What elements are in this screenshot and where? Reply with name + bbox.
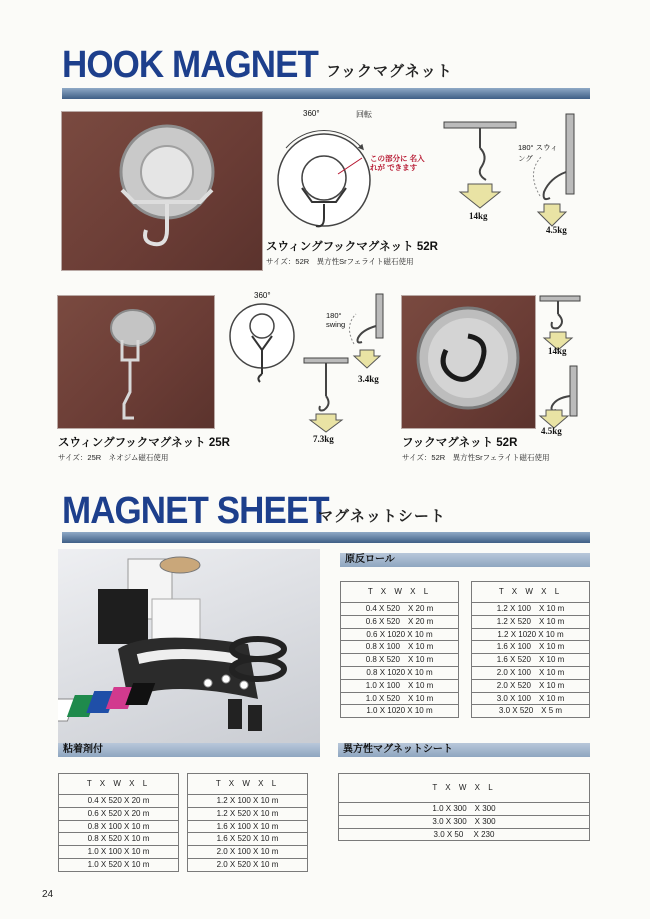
photo-magnet-sheets (58, 549, 320, 745)
table-cell: 2.0 X 100 X 10 m (188, 846, 308, 859)
table-cell: 1.6 X 520 X 10 m (188, 833, 308, 846)
hook-52r-caption: フックマグネット 52R (402, 437, 518, 449)
table-cell: 0.8 X 100 X 10 m (59, 820, 179, 833)
hook-52r-spec: サイズ：52R 異方性Srフェライト磁石使用 (402, 453, 550, 462)
table-cell: 0.4 X 520 X 20 m (59, 795, 179, 808)
adhesive-table-left (58, 773, 179, 872)
roll-left-header: T X W X L (341, 582, 459, 603)
magnet-sheet-title: MAGNET SHEET (62, 490, 329, 532)
anisotropic-header: T X W X L (339, 774, 590, 803)
swing-hook-25r-image (58, 296, 214, 428)
page-number: 24 (42, 889, 54, 900)
swing-hook-25r-spec: サイズ：25R ネオジム磁石使用 (58, 453, 169, 462)
roll-section-bar (340, 553, 590, 567)
sheet-title-rule (62, 532, 590, 543)
rotation-jp-label: 回転 (356, 110, 372, 119)
swing-hook-52r-caption: スウィングフックマグネット 52R (266, 241, 438, 253)
hook-magnet-subtitle: フックマグネット (326, 63, 453, 80)
rotation-label: 360° (303, 109, 320, 118)
photo-swing-hook-52r (62, 112, 262, 270)
roll-right-header: T X W X L (472, 582, 590, 603)
photo-hook-52r (402, 296, 535, 428)
anisotropic-section-label: 異方性マグネットシート (343, 744, 453, 755)
table-cell: 1.0 X 520 X 10 m (341, 692, 459, 705)
table-cell: 0.8 X 520 X 10 m (59, 833, 179, 846)
load-side-4-5kg: 4.5kg (546, 225, 567, 235)
adhesive-table-right (187, 773, 308, 872)
table-cell: 2.0 X 100 X 10 m (472, 666, 590, 679)
swing-180-label-25r: 180° swing (326, 311, 346, 329)
table-cell: 0.6 X 520 X 20 m (341, 615, 459, 628)
table-cell: 3.0 X 520 X 5 m (472, 705, 590, 718)
rotation-label-25r: 360° (254, 291, 271, 300)
table-cell: 0.8 X 100 X 10 m (341, 641, 459, 654)
table-cell: 1.0 X 300 X 300 (339, 803, 590, 816)
swing-hook-25r-caption: スウィングフックマグネット 25R (58, 437, 230, 449)
table-cell: 3.0 X 50 X 230 (339, 828, 590, 841)
roll-section-label: 原反ロール (345, 554, 395, 565)
hook-title-rule (62, 88, 590, 99)
swing-hook-52r-spec: サイズ：52R 異方性Srフェライト磁石使用 (266, 257, 414, 266)
photo-swing-hook-25r (58, 296, 214, 428)
table-cell: 2.0 X 520 X 10 m (472, 679, 590, 692)
table-cell: 3.0 X 300 X 300 (339, 815, 590, 828)
table-cell: 0.4 X 520 X 20 m (341, 603, 459, 616)
magnet-sheets-image (58, 549, 320, 745)
hook-52r-load-side: 4.5kg (541, 426, 562, 436)
table-cell: 1.6 X 100 X 10 m (188, 820, 308, 833)
adhesive-section-label: 粘着剤付 (63, 744, 103, 755)
roll-table-left (340, 581, 459, 718)
table-cell: 0.8 X 1020 X 10 m (341, 666, 459, 679)
table-cell: 1.2 X 520 X 10 m (188, 807, 308, 820)
adhesive-right-header: T X W X L (188, 774, 308, 795)
anisotropic-table (338, 773, 590, 841)
table-cell: 1.0 X 1020 X 10 m (341, 705, 459, 718)
table-cell: 1.0 X 520 X 10 m (59, 858, 179, 871)
table-cell: 2.0 X 520 X 10 m (188, 858, 308, 871)
anisotropic-section-bar (338, 743, 590, 757)
table-cell: 1.2 X 100 X 10 m (472, 603, 590, 616)
adhesive-section-bar (58, 743, 320, 757)
table-cell: 3.0 X 100 X 10 m (472, 692, 590, 705)
roll-table-right (471, 581, 590, 718)
load-down-7-3kg: 7.3kg (313, 434, 334, 444)
table-cell: 1.2 X 520 X 10 m (472, 615, 590, 628)
hook-52r-diagram (536, 292, 586, 440)
table-cell: 0.8 X 520 X 10 m (341, 654, 459, 667)
adhesive-left-header: T X W X L (59, 774, 179, 795)
hook-magnet-title: HOOK MAGNET (62, 44, 318, 86)
table-cell: 1.2 X 1020 X 10 m (472, 628, 590, 641)
name-print-note: この部分に 名入れが できます (370, 154, 425, 172)
table-cell: 1.6 X 520 X 10 m (472, 654, 590, 667)
table-cell: 1.2 X 100 X 10 m (188, 795, 308, 808)
swing-hook-52r-diagram (272, 118, 422, 238)
hook-52r-image (402, 296, 535, 428)
swing-180-label: 180° スウィング (518, 143, 558, 163)
load-down-14kg: 14kg (469, 211, 488, 221)
table-cell: 0.6 X 520 X 20 m (59, 807, 179, 820)
table-cell: 0.6 X 1020 X 10 m (341, 628, 459, 641)
table-cell: 1.6 X 100 X 10 m (472, 641, 590, 654)
swing-hook-52r-image (62, 112, 262, 270)
hook-52r-load-down: 14kg (548, 346, 567, 356)
magnet-sheet-subtitle: マグネットシート (318, 508, 446, 525)
table-cell: 1.0 X 100 X 10 m (59, 846, 179, 859)
load-side-3-4kg: 3.4kg (358, 374, 379, 384)
table-cell: 1.0 X 100 X 10 m (341, 679, 459, 692)
hook-52r-load-diagram (440, 112, 590, 237)
